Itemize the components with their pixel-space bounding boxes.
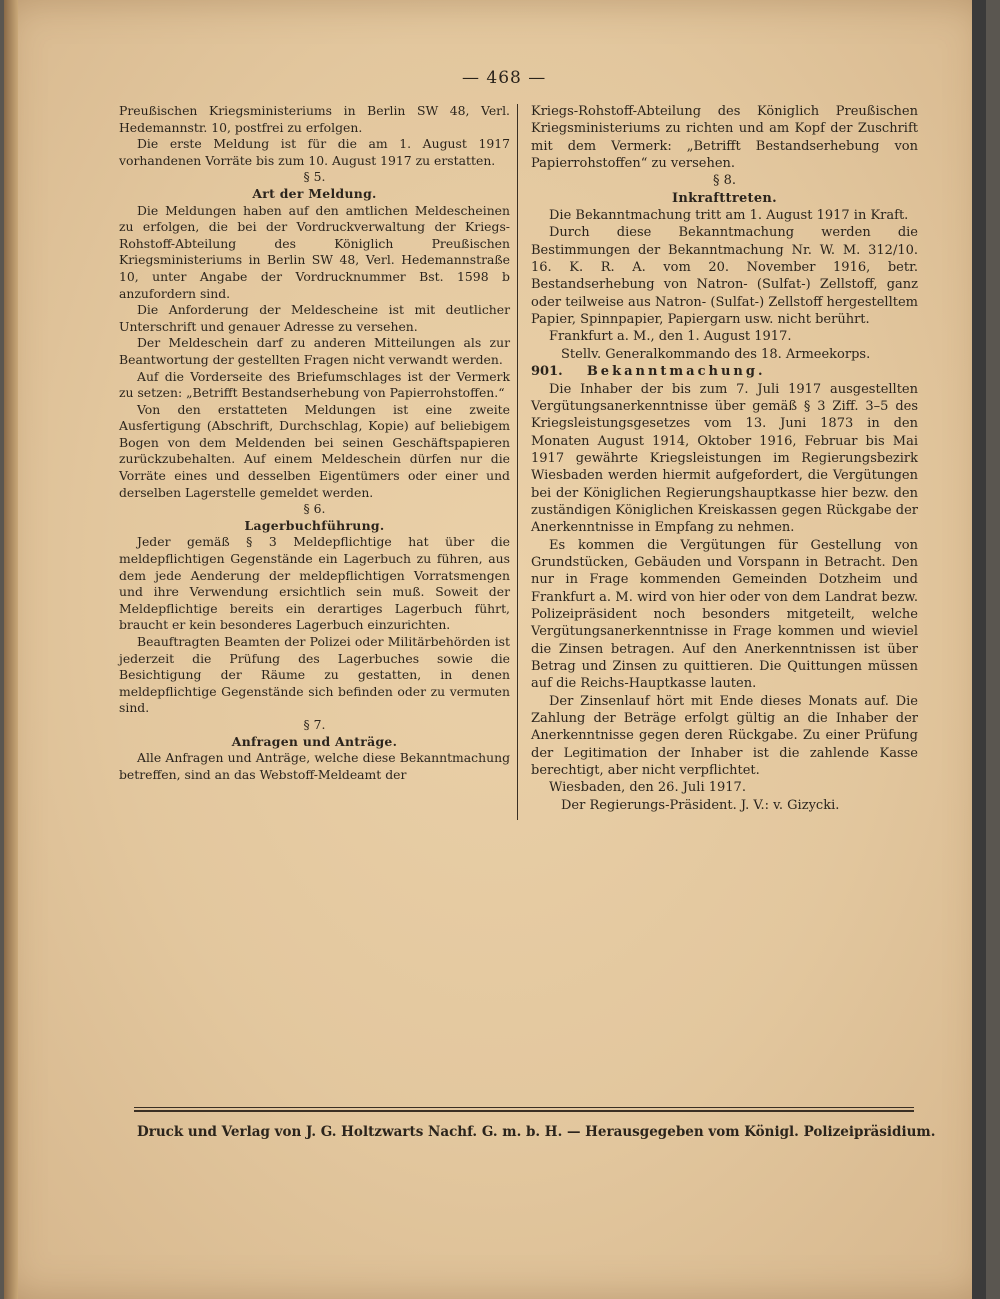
notice-title: Bekanntmachung. (586, 364, 766, 380)
section-7-title: Anfragen und Anträge. (231, 733, 398, 749)
notice-paragraph: Der Zinsenlauf hört mit Ende dieses Monats auf. Die Zahlung der Beträge erfolgt gültig an die Inhaber der Anerkenntnisse gegen deren Rückgabe. Zu einer Prüfung der Legitimation der Inhaber ist die zahlende Kasse berechtigt, aber nicht verpflichtet. (531, 693, 918, 779)
continued-paragraph: Kriegs-Rohstoff-Abteilung des Königlich Preußischen Kriegsministeriums zu richten und am Kopf der Zuschrift mit dem Vermerk: „Betrifft Bestandserhebung von Papierrohstoffen“ zu versehen. (531, 104, 918, 172)
first-report-paragraph: Die erste Meldung ist für die am 1. August 1917 vorhandenen Vorräte bis zum 10. August 1917 zu erstatten. (119, 136, 510, 168)
right-column (531, 103, 918, 814)
section-7-number: § 7. (303, 716, 326, 732)
section-5-paragraph: Die Meldungen haben auf den amtlichen Meldescheinen zu erfolgen, die bei der Vordruckverwaltung der Kriegs-Rohstoff-Abteilung des Königlich Preußischen Kriegsministeriums in Berlin SW 48, Verl. Hedemannstraße 10, unter Angabe der Vordrucknummer Bst. 1598 b anzufordern sind. (119, 202, 510, 301)
place-date: Frankfurt a. M., den 1. August 1917. (549, 329, 792, 345)
issuing-authority: Stellv. Generalkommando des 18. Armeekorps. (561, 346, 871, 362)
section-5-title: Art der Meldung. (252, 185, 377, 201)
footer-rule (134, 1107, 914, 1108)
section-6-paragraph: Beauftragten Beamten der Polizei oder Militärbehörden ist jederzeit die Prüfung des Lagerbuches sowie die Besichtigung der Räume zu gestatten, in denen meldepflichtige Gegenstände sich befinden oder zu vermuten sind. (119, 634, 510, 716)
section-5-paragraph: Von den erstatteten Meldungen ist eine zweite Ausfertigung (Abschrift, Durchschlag, Kopie) auf beliebigem Bogen von dem Meldenden bei seinen Geschäftspapieren zurückzubehalten. Auf einem Meldeschein dürfen nur die Vorräte eines und desselben Eigentümers oder einer und derselben Lagerstelle gemeldet werden. (119, 401, 510, 500)
intro-paragraph: Preußischen Kriegsministeriums in Berlin SW 48, Verl. Hedemannstr. 10, postfrei zu erfolgen. (119, 103, 510, 135)
section-7-paragraph: Alle Anfragen und Anträge, welche diese Bekanntmachung betreffen, sind an das Webstoff-Meldeamt der (119, 750, 510, 782)
section-8-paragraph: Die Bekanntmachung tritt am 1. August 1917 in Kraft. (549, 208, 909, 224)
left-column (119, 103, 510, 783)
notice-signature: Der Regierungs-Präsident. J. V.: v. Gizycki. (561, 797, 840, 813)
notice-place-date: Wiesbaden, den 26. Juli 1917. (549, 780, 746, 796)
document-page (4, 0, 986, 1299)
section-6-paragraph: Jeder gemäß § 3 Meldepflichtige hat über die meldepflichtigen Gegenstände ein Lagerbuch zu führen, aus dem jede Aenderung der meldepflichtigen Vorratsmengen und ihre Verwendung ersichtlich sein muß. Soweit der Meldepflichtige bereits ein derartiges Lagerbuch führt, braucht er kein besonderes Lagerbuch einzurichten. (119, 534, 510, 633)
section-6-title: Lagerbuchführung. (244, 517, 385, 533)
imprint-line: Druck und Verlag von J. G. Holtzwarts Nachf. G. m. b. H. — Herausgegeben vom Königl. Polizeipräsidium. (137, 1124, 936, 1140)
section-6-number: § 6. (303, 501, 326, 517)
notice-paragraph: Es kommen die Vergütungen für Gestellung von Grundstücken, Gebäuden und Vorspann in Betracht. Den nur in Frage kommenden Gemeinden Dotzheim und Frankfurt a. M. wird von hier oder von dem Landrat bezw. Polizeipräsident noch besonders mitgeteilt, welche Vergütungsanerkenntnisse in Frage kommen und wieviel die Zinsen betragen. Auf den Anerkenntnissen ist über Betrag und Zinsen zu quittieren. Die Quittungen müssen auf die Reichs-Hauptkasse lauten. (531, 537, 918, 692)
page-number: — 468 — (462, 68, 547, 88)
notice-paragraph: Die Inhaber der bis zum 7. Juli 1917 ausgestellten Vergütungsanerkenntnisse über gemäß § 3 Ziff. 3–5 des Kriegsleistungsgesetzes vom 13. Juni 1873 in den Monaten August 1914, Oktober 1916, Februar bis Mai 1917 gewährte Kriegsleistungen im Regierungsbezirk Wiesbaden werden hiermit aufgefordert, die Vergütungen bei der Königlichen Regierungshauptkasse hier bezw. den zuständigen Königlichen Kreiskassen gegen Rückgabe der Anerkenntnisse in Empfang zu nehmen. (531, 381, 918, 536)
section-8-title: Inkrafttreten. (672, 190, 777, 206)
footer-rule-thick (134, 1110, 914, 1112)
notice-number: 901. (531, 364, 563, 380)
section-8-paragraph: Durch diese Bekanntmachung werden die Bestimmungen der Bekanntmachung Nr. W. M. 312/10. 16. K. R. A. vom 20. November 1916, betr. Bestandserhebung von Natron- (Sulfat-) Zellstoff, ganz oder teilweise aus Natron- (Sulfat-) Zellstoff hergestelltem Papier, Spinnpapier, Papiergarn usw. nicht berührt. (531, 225, 918, 328)
section-5-paragraph: Auf die Vorderseite des Briefumschlages ist der Vermerk zu setzen: „Betrifft Bestandserhebung von Papierrohstoffen.“ (119, 368, 510, 401)
section-5-number: § 5. (303, 169, 326, 185)
scan-border (972, 0, 986, 1299)
section-5-paragraph: Die Anforderung der Meldescheine ist mit deutlicher Unterschrift und genauer Adresse zu versehen. (119, 302, 510, 334)
binding-edge (4, 0, 18, 1299)
column-divider (517, 104, 518, 820)
notice-heading (531, 363, 918, 380)
section-8-number: § 8. (712, 173, 737, 189)
section-5-paragraph: Der Meldeschein darf zu anderen Mitteilungen als zur Beantwortung der gestellten Fragen nicht verwandt werden. (119, 335, 510, 367)
